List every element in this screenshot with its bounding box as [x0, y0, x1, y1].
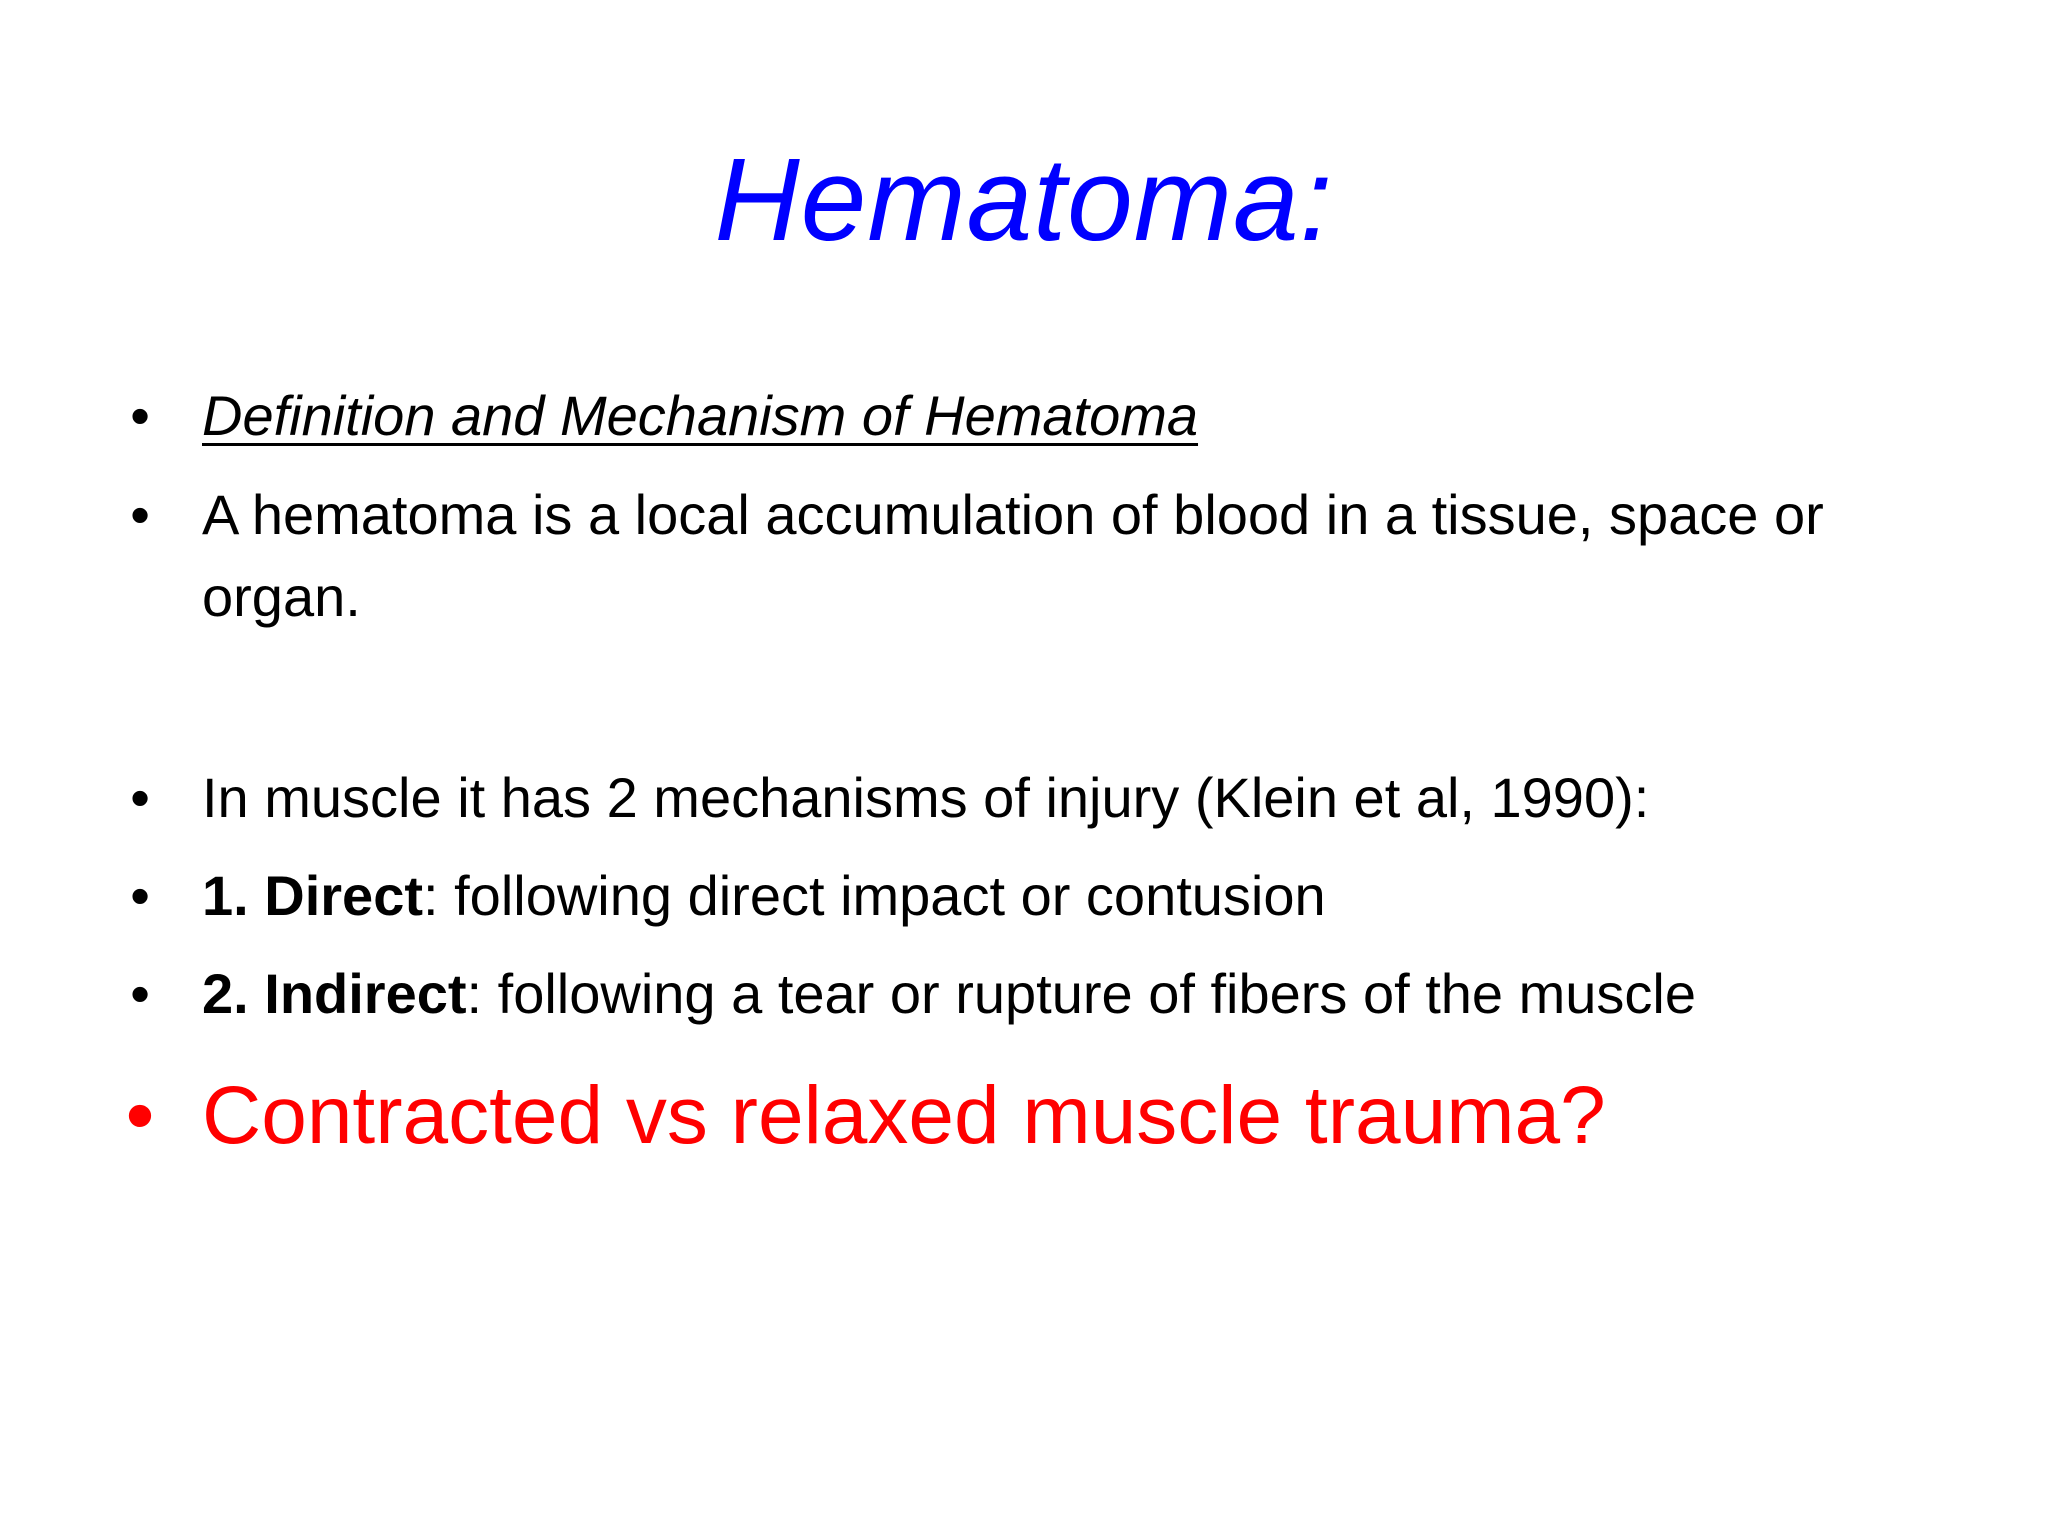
bullet-definition	[120, 474, 1980, 638]
bullet-marker: •	[130, 483, 150, 546]
bullet-content	[202, 953, 1980, 1035]
slide-title: Hematoma:	[714, 134, 1334, 266]
mechanism-label: 1. Direct	[202, 864, 423, 927]
bullet-indirect-mechanism	[120, 953, 1980, 1035]
bullet-direct-mechanism	[120, 855, 1980, 937]
bullet-marker: •	[125, 1070, 155, 1161]
bullet-marker: •	[130, 384, 150, 447]
mechanism-description: : following direct impact or contusion	[423, 864, 1326, 927]
bullet-marker: •	[130, 864, 150, 927]
bullet-text: In muscle it has 2 mechanisms of injury (Klein et al, 1990):	[202, 766, 1650, 829]
bullet-question	[120, 1064, 1980, 1168]
bullet-marker: •	[130, 766, 150, 829]
bullet-text: Definition and Mechanism of Hematoma	[202, 384, 1199, 447]
mechanism-label: 2. Indirect	[202, 962, 467, 1025]
bullet-text: A hematoma is a local accumulation of blood in a tissue, space or organ.	[202, 483, 1824, 628]
bullet-marker: •	[130, 962, 150, 1025]
mechanism-description: : following a tear or rupture of fibers of the muscle	[466, 962, 1697, 1025]
bullet-content	[202, 855, 1980, 937]
bullet-mechanisms	[120, 757, 1980, 839]
bullet-definition-heading	[120, 375, 1980, 457]
bullet-text: Contracted vs relaxed muscle trauma?	[202, 1070, 1606, 1161]
